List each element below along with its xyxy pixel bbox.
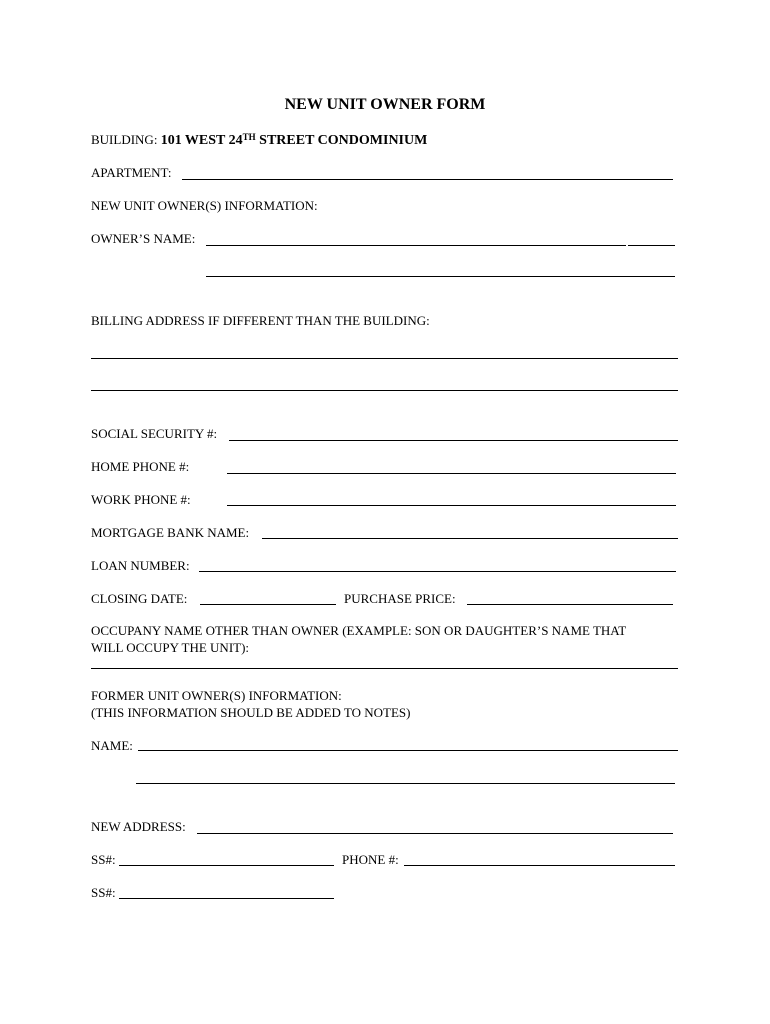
ss-label-1: SS#: [91,852,116,867]
building-name: 101 WEST 24TH STREET CONDOMINIUM [160,132,428,148]
work-phone-field[interactable] [227,505,676,506]
ss-field-2[interactable] [119,898,334,899]
building-row [91,132,427,149]
phone-label: PHONE #: [342,852,399,867]
closing-date-label: CLOSING DATE: [91,591,188,606]
purchase-price-field[interactable] [467,604,673,605]
billing-address-field-1[interactable] [91,358,678,359]
home-phone-label: HOME PHONE #: [91,459,190,474]
new-owner-section-heading: NEW UNIT OWNER(S) INFORMATION: [91,198,318,213]
billing-address-label: BILLING ADDRESS IF DIFFERENT THAN THE BUILDING: [91,313,430,328]
former-name-field[interactable] [138,750,678,751]
occupancy-label-line-1: OCCUPANY NAME OTHER THAN OWNER (EXAMPLE: SON OR DAUGHTER’S NAME THAT [91,623,627,638]
former-owner-section-heading: FORMER UNIT OWNER(S) INFORMATION: [91,688,342,703]
former-name-label: NAME: [91,738,133,753]
loan-number-label: LOAN NUMBER: [91,558,190,573]
work-phone-label: WORK PHONE #: [91,492,191,507]
social-security-label: SOCIAL SECURITY #: [91,426,218,441]
former-owner-note: (THIS INFORMATION SHOULD BE ADDED TO NOTES) [91,705,411,720]
billing-address-field-2[interactable] [91,390,678,391]
apartment-field[interactable] [182,179,673,180]
apartment-label: APARTMENT: [91,165,172,180]
ss-label-2: SS#: [91,885,116,900]
owners-name-field-extra[interactable] [628,245,675,246]
former-name-field-2[interactable] [136,783,675,784]
closing-date-field[interactable] [200,604,336,605]
owners-name-label: OWNER’S NAME: [91,231,196,246]
mortgage-bank-label: MORTGAGE BANK NAME: [91,525,250,540]
purchase-price-label: PURCHASE PRICE: [344,591,456,606]
mortgage-bank-field[interactable] [262,538,678,539]
home-phone-field[interactable] [227,473,676,474]
new-address-label: NEW ADDRESS: [91,819,186,834]
ss-field-1[interactable] [119,865,334,866]
owners-name-field-2[interactable] [206,276,675,277]
owners-name-field[interactable] [206,245,626,246]
loan-number-field[interactable] [199,571,676,572]
form-title: NEW UNIT OWNER FORM [284,96,486,113]
building-label: BUILDING: [91,132,158,147]
occupancy-label-line-2: WILL OCCUPY THE UNIT): [91,640,250,655]
phone-field[interactable] [404,865,675,866]
occupancy-field[interactable] [91,668,678,669]
social-security-field[interactable] [229,440,678,441]
new-address-field[interactable] [197,833,673,834]
